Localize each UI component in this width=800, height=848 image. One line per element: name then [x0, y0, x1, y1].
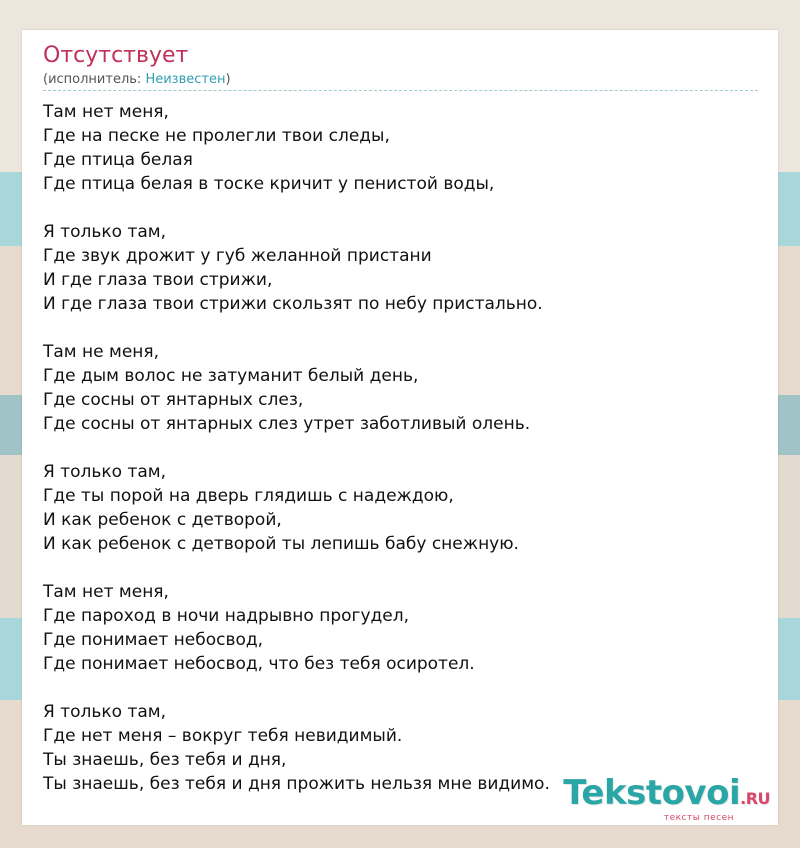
lyric-line: Где нет меня – вокруг тебя невидимый.: [43, 726, 403, 746]
lyric-line: Там нет меня,: [43, 582, 169, 602]
logo-wordmark: [563, 775, 770, 817]
lyric-line: Где понимает небосвод, что без тебя осиротел.: [43, 654, 475, 674]
lyric-line: И где глаза твои стрижи,: [43, 270, 273, 290]
lyric-line: Где дым волос не затуманит белый день,: [43, 366, 419, 386]
lyrics-card: [22, 30, 778, 825]
logo-name: Tekstovoi: [563, 773, 741, 813]
lyric-line: И где глаза твои стрижи скользят по небу пристально.: [43, 294, 543, 314]
artist-prefix: (исполнитель:: [43, 72, 146, 87]
lyric-line: Где ты порой на дверь глядишь с надеждою,: [43, 486, 454, 506]
lyric-line: И как ребенок с детворой ты лепишь бабу снежную.: [43, 534, 519, 554]
lyric-line: И как ребенок с детворой,: [43, 510, 282, 530]
stanza: [43, 580, 763, 676]
lyric-line: Я только там,: [43, 702, 167, 722]
lyric-line: Где звук дрожит у губ желанной пристани: [43, 246, 432, 266]
stanza: [43, 220, 763, 316]
lyric-line: Ты знаешь, без тебя и дня,: [43, 750, 287, 770]
artist-suffix: ): [225, 72, 231, 87]
lyric-line: Где сосны от янтарных слез,: [43, 390, 304, 410]
site-logo[interactable]: [563, 775, 770, 823]
logo-tld: .RU: [740, 789, 770, 808]
lyric-line: Там нет меня,: [43, 102, 169, 122]
lyric-line: Там не меня,: [43, 342, 160, 362]
song-title: Отсутствует: [43, 43, 189, 68]
lyric-line: Где на песке не пролегли твои следы,: [43, 126, 390, 146]
lyric-line: Я только там,: [43, 222, 167, 242]
stanza: [43, 460, 763, 556]
lyric-line: Где сосны от янтарных слез утрет заботливый олень.: [43, 414, 531, 434]
lyric-line: Я только там,: [43, 462, 167, 482]
lyrics-text: [43, 100, 763, 820]
lyric-line: Где пароход в ночи надрывно прогудел,: [43, 606, 409, 626]
lyric-line: Где понимает небосвод,: [43, 630, 264, 650]
stanza: [43, 340, 763, 436]
dashed-divider: [43, 90, 758, 91]
logo-tagline: тексты песен: [663, 813, 734, 823]
artist-line: [43, 71, 231, 89]
lyric-line: Где птица белая: [43, 150, 193, 170]
artist-link[interactable]: Неизвестен: [145, 72, 226, 87]
stanza: [43, 100, 763, 196]
lyric-line: Где птица белая в тоске кричит у пенистой воды,: [43, 174, 495, 194]
lyric-line: Ты знаешь, без тебя и дня прожить нельзя мне видимо.: [43, 774, 550, 794]
